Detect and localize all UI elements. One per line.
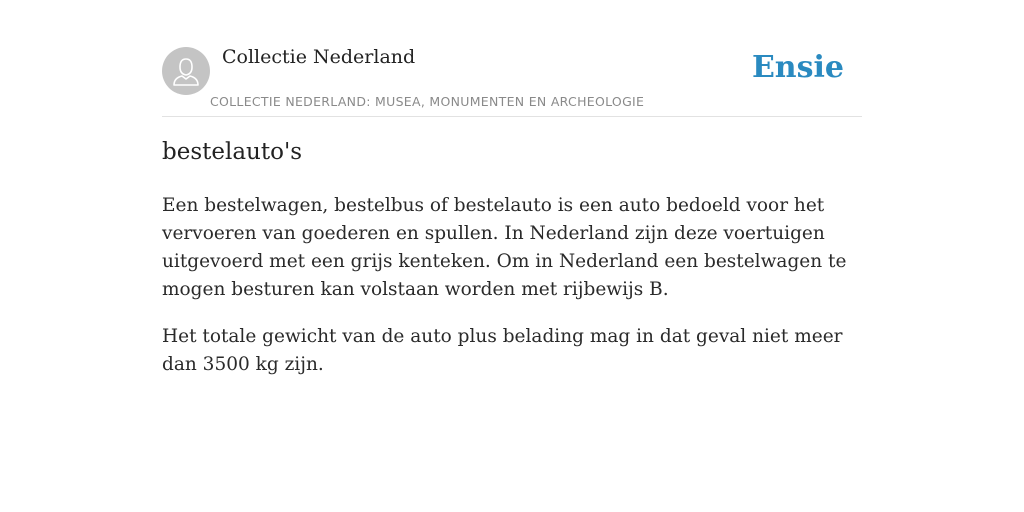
user-silhouette-icon <box>162 47 210 95</box>
definition-paragraph: Een bestelwagen, bestelbus of bestelauto is een auto bedoeld voor het vervoeren van goederen en spullen. In Nederland zijn deze voertuigen uitgevoerd met een grijs kenteken. Om in Nederland een bestelwagen te mogen besturen kan volstaan worden met rijbewijs B. <box>162 195 847 300</box>
entry-term-title: bestelauto's <box>162 139 303 165</box>
author-name-link[interactable]: Collectie Nederland <box>222 46 416 68</box>
source-label[interactable]: COLLECTIE NEDERLAND: MUSEA, MONUMENTEN EN ARCHEOLOGIE <box>210 94 645 109</box>
author-avatar[interactable] <box>162 47 210 95</box>
entry-header <box>162 44 862 117</box>
entry-definition <box>162 192 862 398</box>
definition-paragraph: Het totale gewicht van de auto plus belading mag in dat geval niet meer dan 3500 kg zijn. <box>162 326 843 375</box>
ensie-logo[interactable]: Ensie <box>751 50 844 85</box>
